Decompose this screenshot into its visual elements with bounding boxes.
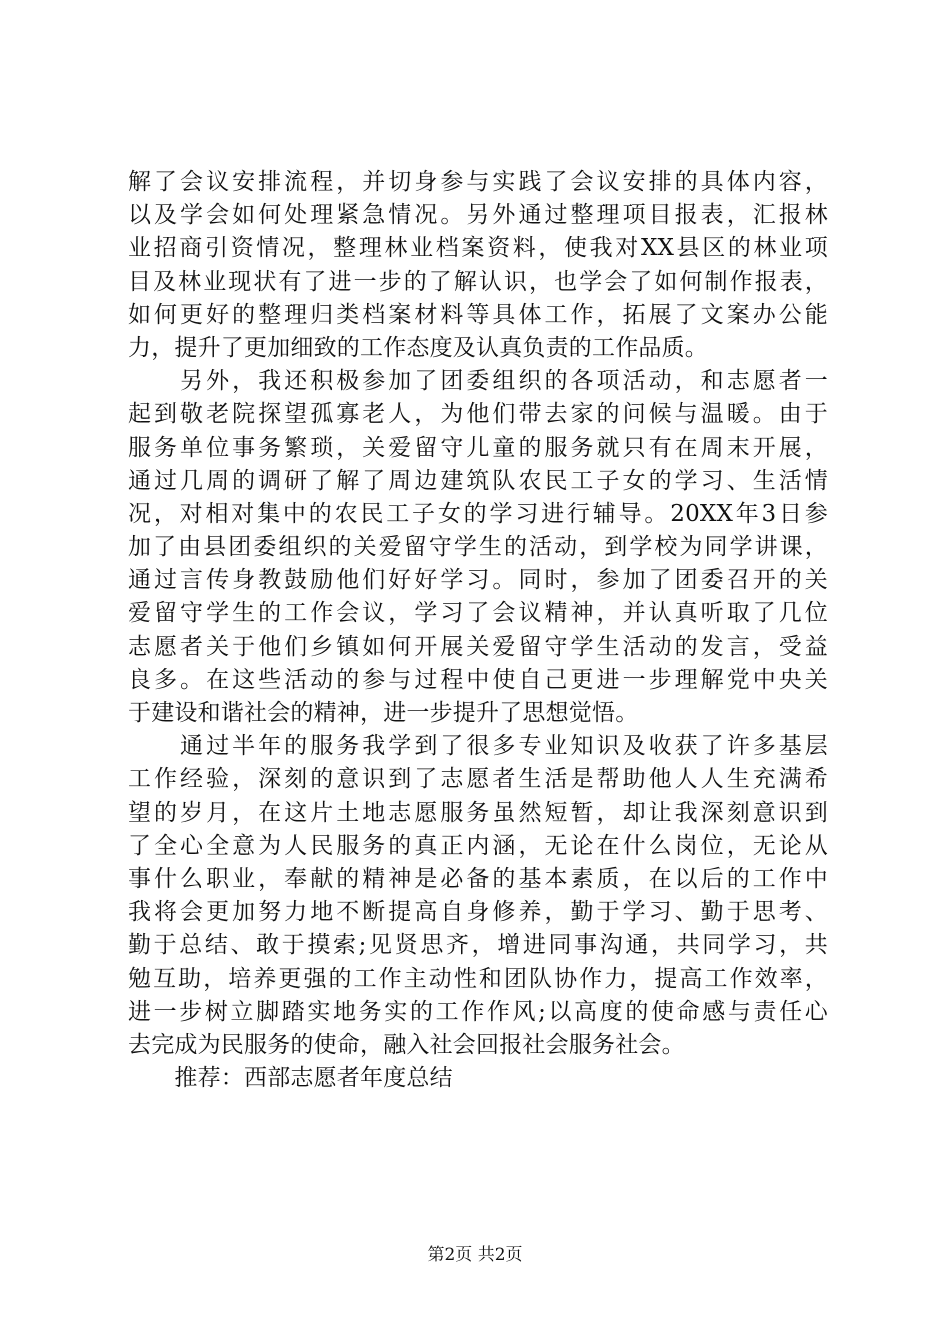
text-line: 通过几周的调研了解了周边建筑队农民工子女的学习、生活情 (128, 467, 828, 494)
text-line: 勤于总结、敢于摸索;见贤思齐，增进同事沟通，共同学习，共 (128, 932, 828, 959)
text-line: 工作经验，深刻的意识到了志愿者生活是帮助他人人生充满希 (128, 766, 828, 793)
text-line: 解了会议安排流程，并切身参与实践了会议安排的具体内容， (128, 169, 828, 195)
text-line: 加了由县团委组织的关爱留守学生的活动，到学校为同学讲课， (128, 534, 828, 561)
page-number-label: 第2页 共2页 (427, 1245, 523, 1265)
text-line: 目及林业现状有了进一步的了解认识，也学会了如何制作报表， (128, 268, 828, 295)
text-line: 以及学会如何处理紧急情况。另外通过整理项目报表，汇报林 (128, 202, 828, 229)
document-body (128, 166, 828, 1095)
text-line: 通过言传身教鼓励他们好好学习。同时，参加了团委召开的关 (128, 567, 828, 594)
text-line: 勉互助，培养更强的工作主动性和团队协作力，提高工作效率， (128, 965, 828, 992)
text-line: 另外，我还积极参加了团委组织的各项活动，和志愿者一 (128, 368, 828, 395)
text-line: 力，提升了更加细致的工作态度及认真负责的工作品质。 (128, 334, 708, 361)
text-line: 通过半年的服务我学到了很多专业知识及收获了许多基层 (128, 733, 828, 760)
page-footer (0, 1240, 950, 1265)
text-line: 去完成为民服务的使命，融入社会回报社会服务社会。 (128, 1031, 685, 1058)
text-line: 于建设和谐社会的精神，进一步提升了思想觉悟。 (128, 700, 639, 726)
text-line: 进一步树立脚踏实地务实的工作作风;以高度的使命感与责任心 (128, 998, 828, 1025)
text-line: 如何更好的整理归类档案材料等具体工作，拓展了文案办公能 (128, 301, 828, 328)
text-line: 了全心全意为人民服务的真正内涵，无论在什么岗位，无论从 (128, 832, 828, 859)
text-line: 爱留守学生的工作会议，学习了会议精神，并认真听取了几位 (128, 600, 828, 627)
text-line: 业招商引资情况，整理林业档案资料，使我对XX县区的林业项 (128, 235, 828, 262)
text-line: 我将会更加努力地不断提高自身修养，勤于学习、勤于思考、 (128, 899, 828, 926)
text-line: 良多。在这些活动的参与过程中使自己更进一步理解党中央关 (128, 666, 828, 693)
text-line: 志愿者关于他们乡镇如何开展关爱留守学生活动的发言，受益 (128, 633, 828, 660)
text-line: 事什么职业，奉献的精神是必备的基本素质，在以后的工作中 (128, 865, 828, 892)
text-line: 起到敬老院探望孤寡老人，为他们带去家的问候与温暖。由于 (128, 401, 828, 428)
text-line: 服务单位事务繁琐，关爱留守儿童的服务就只有在周末开展， (128, 434, 828, 461)
text-line: 望的岁月，在这片土地志愿服务虽然短暂，却让我深刻意识到 (128, 799, 828, 826)
text-line: 况，对相对集中的农民工子女的学习进行辅导。20XX年3日参 (128, 500, 828, 527)
recommendation-line: 推荐：西部志愿者年度总结 (128, 1065, 453, 1092)
